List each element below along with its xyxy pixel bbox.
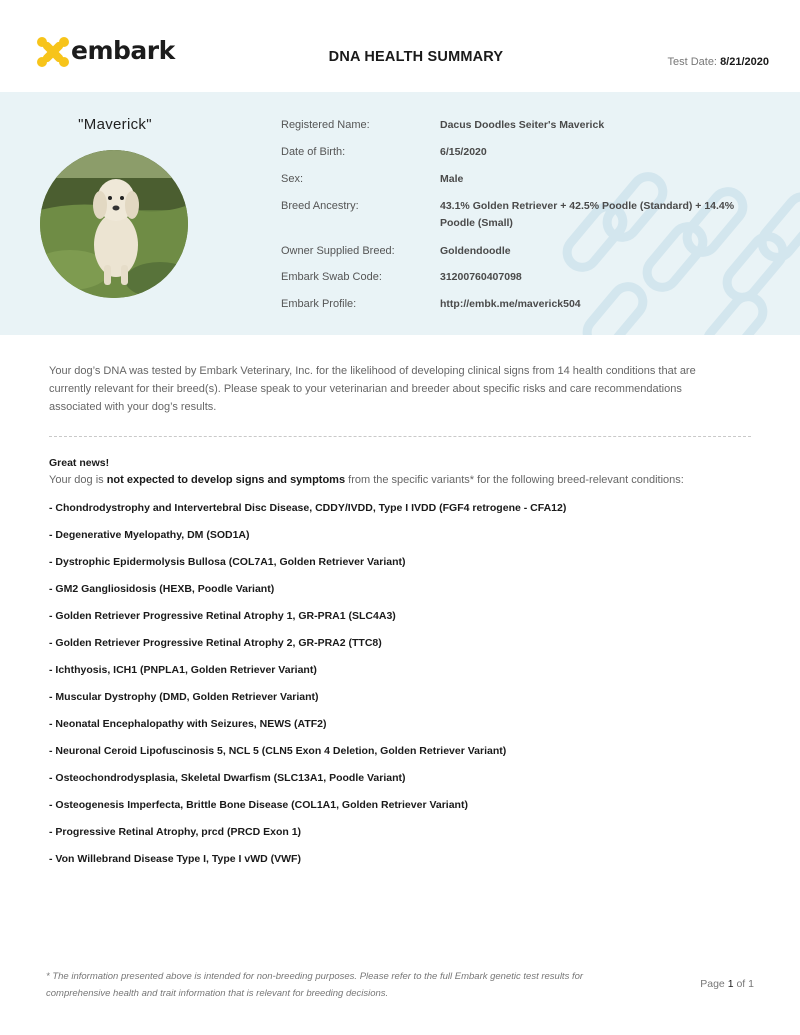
condition-item: - Degenerative Myelopathy, DM (SOD1A)	[49, 529, 250, 541]
embark-profile-link[interactable]: http://embk.me/maverick504	[440, 298, 581, 310]
profile-row-owner-breed	[281, 243, 750, 269]
profile-label: Date of Birth:	[281, 146, 346, 158]
profile-label: Breed Ancestry:	[281, 200, 359, 212]
condition-item: - Osteochondrodysplasia, Skeletal Dwarfism (SLC13A1, Poodle Variant)	[49, 772, 406, 784]
page-header	[0, 0, 800, 92]
page-number	[700, 978, 754, 990]
sex-value: Male	[440, 173, 464, 185]
conditions-list	[49, 499, 566, 877]
profile-row-embark-profile	[281, 296, 750, 323]
condition-item: - Neonatal Encephalopathy with Seizures, NEWS (ATF2)	[49, 718, 327, 730]
results-subtext	[49, 474, 684, 486]
dog-photo	[40, 150, 188, 298]
dog-name: "Maverick"	[78, 116, 152, 133]
profile-label: Embark Profile:	[281, 298, 357, 310]
condition-item: - Progressive Retinal Atrophy, prcd (PRCD Exon 1)	[49, 826, 302, 838]
page-of: of	[736, 978, 746, 990]
condition-item: - Golden Retriever Progressive Retinal Atrophy 1, GR-PRA1 (SLC4A3)	[49, 610, 396, 622]
test-date-label: Test Date:	[667, 56, 717, 68]
profile-label: Registered Name:	[281, 119, 370, 131]
profile-label: Embark Swab Code:	[281, 271, 382, 283]
profile-label: Sex:	[281, 173, 304, 185]
footnote: * The information presented above is intended for non-breeding purposes. Please refer to the full Embark genetic test results for comprehensive health and trait information that is relevant for breeding decisions.	[46, 971, 584, 999]
registered-name-value: Dacus Doodles Seiter's Maverick	[440, 119, 605, 131]
condition-item: - Muscular Dystrophy (DMD, Golden Retriever Variant)	[49, 691, 319, 703]
profile-row-registered-name	[281, 117, 750, 144]
condition-item: - Neuronal Ceroid Lipofuscinosis 5, NCL 5 (CLN5 Exon 4 Deletion, Golden Retriever Variant)	[49, 745, 507, 757]
dashed-divider	[49, 436, 751, 437]
condition-item: - Dystrophic Epidermolysis Bullosa (COL7A1, Golden Retriever Variant)	[49, 556, 406, 568]
date-of-birth-value: 6/15/2020	[440, 146, 487, 158]
profile-band	[0, 92, 800, 335]
profile-info	[281, 117, 750, 323]
condition-item: - Chondrodystrophy and Intervertebral Disc Disease, CDDY/IVDD, Type I IVDD (FGF4 retrogene - CFA12)	[49, 502, 567, 514]
profile-row-swab-code	[281, 269, 750, 296]
breed-ancestry-value: 43.1% Golden Retriever + 42.5% Poodle (Standard) + 14.4% Poodle (Small)	[440, 200, 735, 229]
owner-breed-value: Goldendoodle	[440, 245, 511, 257]
results-heading: Great news!	[49, 457, 110, 469]
intro-paragraph: Your dog’s DNA was tested by Embark Veterinary, Inc. for the likelihood of developing clinical signs from 14 health conditions that are currently relevant for their breed(s). Please speak to your veterinarian and breeder about specific risks and care recommendations associated with your dog’s results.	[49, 365, 696, 413]
profile-row-date-of-birth	[281, 144, 750, 171]
condition-item: - Osteogenesis Imperfecta, Brittle Bone Disease (COL1A1, Golden Retriever Variant)	[49, 799, 468, 811]
condition-item: - GM2 Gangliosidosis (HEXB, Poodle Variant)	[49, 583, 275, 595]
profile-row-breed-ancestry	[281, 198, 750, 243]
page-label: Page	[700, 978, 725, 990]
results-subtext-pre: Your dog is	[49, 474, 107, 486]
test-date-value: 8/21/2020	[720, 56, 769, 68]
swab-code-value: 31200760407098	[440, 271, 522, 283]
condition-item: - Von Willebrand Disease Type I, Type I vWD (VWF)	[49, 853, 301, 865]
results-subtext-post: from the specific variants* for the following breed-relevant conditions:	[345, 474, 684, 486]
page-current: 1	[727, 978, 734, 990]
page-title: DNA HEALTH SUMMARY	[328, 49, 504, 65]
condition-item: - Ichthyosis, ICH1 (PNPLA1, Golden Retriever Variant)	[49, 664, 317, 676]
results-subtext-bold: not expected to develop signs and symptoms	[106, 474, 346, 486]
condition-item: - Golden Retriever Progressive Retinal Atrophy 2, GR-PRA2 (TTC8)	[49, 637, 382, 649]
page-total: 1	[748, 978, 754, 990]
profile-row-sex	[281, 171, 750, 198]
test-date	[667, 56, 769, 68]
profile-label: Owner Supplied Breed:	[281, 245, 395, 257]
embark-logo-text: embark	[71, 35, 175, 65]
